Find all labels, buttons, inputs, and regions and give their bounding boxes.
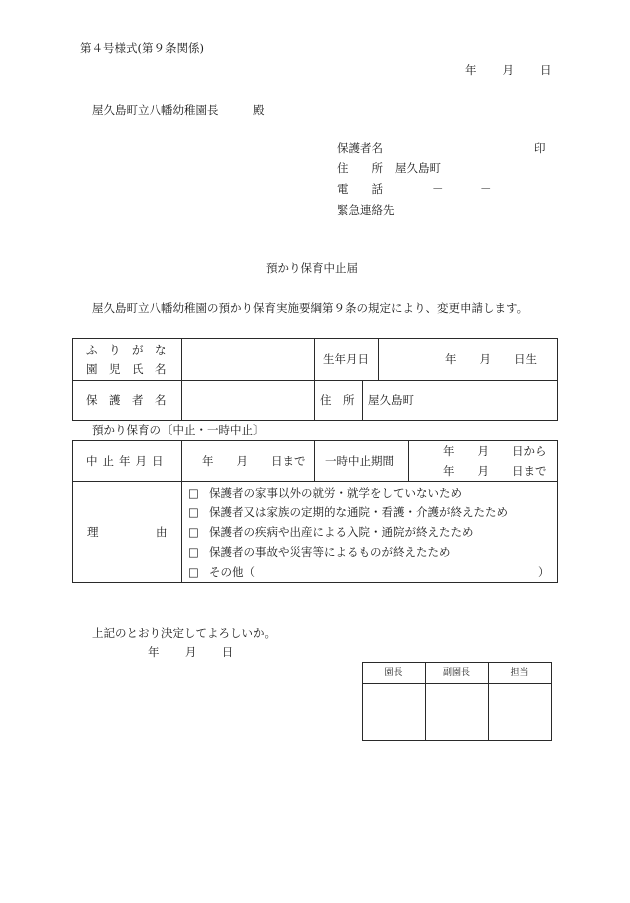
addressee-name: 屋久島町立八幡幼稚園長: [92, 103, 219, 117]
approval-column-staff: 担当: [510, 668, 529, 678]
addressee-honorific: 殿: [253, 103, 265, 117]
reason-other-close-paren: ）: [538, 565, 550, 579]
form-number: 第４号様式(第９条関係): [80, 41, 204, 55]
document-title: 預かり保育中止届: [266, 261, 358, 275]
reason-checkbox[interactable]: □: [188, 565, 199, 579]
principal-stamp-area: [363, 684, 425, 740]
pause-period-label: 一時中止期間: [325, 454, 394, 468]
stop-date-value: 年 月 日まで: [202, 454, 306, 468]
child-name-field: [182, 339, 313, 379]
applicant-address-label: 住 所: [337, 161, 383, 175]
dob-value: 年 月 日生: [445, 352, 537, 366]
reason-option-label: 保護者の疾病や出産による入院・通院が終えたため: [209, 525, 474, 539]
reason-other-label: その他（: [209, 565, 255, 579]
seal-mark: 印: [534, 141, 546, 155]
vice-principal-stamp-area: [426, 684, 488, 740]
table-row-divider: [72, 380, 558, 381]
phone-label: 電 話: [337, 182, 383, 196]
body-text: 屋久島町立八幡幼稚園の預かり保育実施要綱第９条の規定により、変更申請します。: [92, 301, 529, 315]
approval-conclusion: 上記のとおり決定してよろしいか。: [92, 626, 276, 640]
table-column-divider: [362, 380, 363, 421]
phone-separator: －: [432, 182, 444, 196]
table-row-divider: [72, 481, 558, 482]
guardian-name-label: 保 護 者 名: [86, 393, 167, 407]
reason-option-label: 保護者又は家族の定期的な通院・看護・介護が終えたため: [209, 505, 508, 519]
reason-checkbox[interactable]: □: [188, 525, 199, 539]
applicant-address-value: 屋久島町: [395, 161, 441, 175]
suspension-heading: 預かり保育の〔中止・一時中止〕: [92, 423, 265, 437]
stop-date-label: 中止年月日: [86, 454, 169, 468]
guardian-label: 保護者名: [337, 141, 383, 155]
staff-stamp-area: [489, 684, 551, 740]
pause-to-date: 年 月 日まで: [443, 464, 547, 478]
header-date: 年 月 日: [465, 63, 553, 77]
child-name-label: 園 児 氏 名: [86, 362, 167, 376]
emergency-contact-label: 緊急連絡先: [337, 203, 395, 217]
table-column-divider: [314, 338, 315, 421]
table-column-divider: [181, 440, 182, 582]
dob-label: 生年月日: [323, 352, 369, 366]
table-address-label: 住 所: [320, 393, 355, 407]
phone-separator: －: [480, 182, 492, 196]
approval-column-principal: 園長: [384, 668, 403, 678]
furigana-label: ふ り が な: [86, 343, 167, 357]
table-address-value: 屋久島町: [368, 393, 414, 407]
table-column-divider: [408, 440, 409, 481]
reason-option-label: 保護者の家事以外の就労・就学をしていないため: [209, 486, 462, 500]
reason-label: 理 由: [87, 525, 168, 539]
reason-checkbox[interactable]: □: [188, 545, 199, 559]
reason-checkbox[interactable]: □: [188, 505, 199, 519]
reason-option-label: 保護者の事故や災害等によるものが終えたため: [209, 545, 451, 559]
table-column-divider: [378, 338, 379, 380]
reason-checkbox[interactable]: □: [188, 486, 199, 500]
pause-from-date: 年 月 日から: [443, 444, 547, 458]
approval-date: 年 月 日: [148, 645, 235, 659]
approval-column-vice-principal: 副園長: [442, 668, 470, 678]
guardian-name-field: [182, 381, 313, 420]
table-column-divider: [314, 440, 315, 481]
